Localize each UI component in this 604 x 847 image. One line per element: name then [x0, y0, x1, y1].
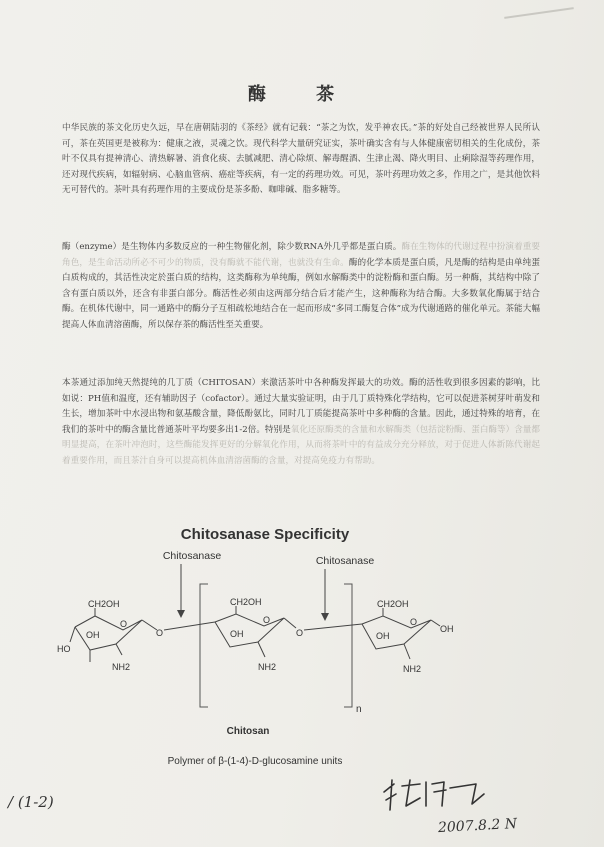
enzyme-text-b: 酶的化学本质是蛋白质，凡是酶的结构是由单纯蛋白质构成的，其活性决定於蛋白质的结构，这类酶称为单纯酶，例如水解酶类中的淀粉酶和蛋白酶。另一种酶，其结构中除了含有蛋白质以外，还含有非蛋白部分。酶活性必须由这两部分结合后才能产生，这种酶称为结合酶。大多数氧化酶属于结合酶。在机体代谢中，同一通路中的酶分子互相疏松地结合在一起而形成“多同工酶复合体”成为代谢通路的催化单元。茶能大幅提高人体血清溶菌酶，所以保存茶的酶活性至关重要。 [62, 257, 540, 330]
unit3-oh: OH [376, 631, 390, 641]
unit3-nh2: NH2 [403, 664, 422, 674]
paragraph-enzyme [62, 240, 540, 334]
cleavage-arrowhead-right [321, 613, 329, 621]
repeat-bracket-left [200, 584, 208, 707]
enzyme-text-a: 酶（enzyme）是生物体内多数反应的一种生物催化剂，除少数RNA外几乎都是蛋白质。 [62, 242, 402, 252]
chitosan-name: Chitosan [226, 726, 270, 737]
unit3-terminal-oh: OH [440, 624, 454, 634]
unit1-ch2oh: CH2OH [88, 599, 120, 609]
unit1-ring-o: O [120, 619, 128, 629]
glycosidic-bond-1 [164, 622, 215, 630]
chitosan-text-faded: 氧化还原酶类的含量和水解酶类（包括淀粉酶、蛋白酶等）含量都明显提高，在茶叶冲泡时，这些酶能发挥更好的分解氧化作用，从而将茶叶中的有益成分充分释放，对于促进人体新陈代谢起着重要作用，而且茶汁自身可以提高机体血清溶菌酶的含量，对提高免疫力有帮助。 [62, 424, 540, 466]
unit1-nh2: NH2 [112, 662, 131, 672]
link-o-1: O [156, 628, 164, 638]
diagram-title: Chitosanase Specificity [180, 526, 350, 543]
glucosamine-unit-2 [215, 606, 284, 657]
handwritten-signature [380, 776, 490, 816]
glucosamine-unit-1 [70, 608, 157, 662]
unit1-oh: OH [86, 630, 100, 640]
unit3-ring-o: O [410, 617, 418, 627]
glycosidic-bond-3 [304, 624, 362, 630]
chitosan-structure-diagram [50, 512, 470, 772]
handwritten-date: 2007.8.2 N [437, 815, 518, 837]
enzyme-text-faded: 酶在生物体的代谢过程中扮演着重要角色，是生命活动所必不可少的物质，没有酶就不能代谢，也就没有生命。 [62, 242, 540, 268]
link-o-2: O [296, 628, 304, 638]
pen-mark [504, 7, 574, 19]
unit2-ch2oh: CH2OH [230, 597, 262, 607]
repeat-subscript-n: n [356, 704, 362, 715]
unit2-nh2: NH2 [258, 662, 277, 672]
unit2-oh: OH [230, 629, 244, 639]
handwritten-page-number: / (1-2) [8, 793, 54, 811]
chitosanase-label-right: Chitosanase [315, 555, 375, 567]
unit1-ho: HO [57, 644, 71, 654]
unit3-ch2oh: CH2OH [377, 599, 409, 609]
diagram-caption: Polymer of β-(1-4)-D-glucosamine units [167, 756, 343, 767]
glycosidic-bond-2 [284, 618, 296, 628]
paragraph-chitosan [62, 376, 540, 470]
chitosanase-label-left: Chitosanase [162, 550, 222, 562]
unit2-ring-o: O [263, 615, 271, 625]
chitosan-text-a: 本茶通过添加纯天然提纯的几丁质（CHITOSAN）来激活茶叶中各种酶发挥最大的功效。酶的活性收到很多因素的影响，比如说：PH值和温度，还有辅助因子（cofactor）。通过大量实验证明，由于几丁质特殊化学结构，它可以促进茶树芽叶萌发和生长，增加茶叶中水浸出物和氨基酸含量，降低酚氨比，同时几丁质能提高茶叶中多种酶的含量。因此，通过特殊的培育，在我们的茶叶中的酶含量比普通茶叶平均要多出1-2倍。特别是 [62, 378, 540, 435]
repeat-bracket-right [344, 584, 352, 707]
cleavage-arrowhead-left [177, 610, 185, 618]
paragraph-tea-culture: 中华民族的茶文化历史久远，早在唐朝陆羽的《茶经》就有记载：“茶之为饮，发乎神农氏。”茶的好处自己经被世界人民所认可，茶在英国更是被称为：健康之液，灵魂之饮。现代科学大量研究证实，茶叶确实含有与人体健康密切相关的生化成份，茶叶不仅具有提神清心、清热解暑、消食化痰、去腻减肥、清心除烦、解毒醒酒、生津止渴、降火明目、止痢除湿等药理作用，还对现代疾病，如辐射病、心脑血管病、癌症等疾病，有一定的药理功效。可见，茶叶药理功效之多，作用之广，是其他饮料无可替代的。茶叶具有药理作用的主要成份是茶多酚、咖啡碱、脂多糖等。 [62, 123, 540, 196]
page-title: 酶 茶 [247, 84, 357, 105]
glucosamine-unit-3 [362, 608, 440, 659]
